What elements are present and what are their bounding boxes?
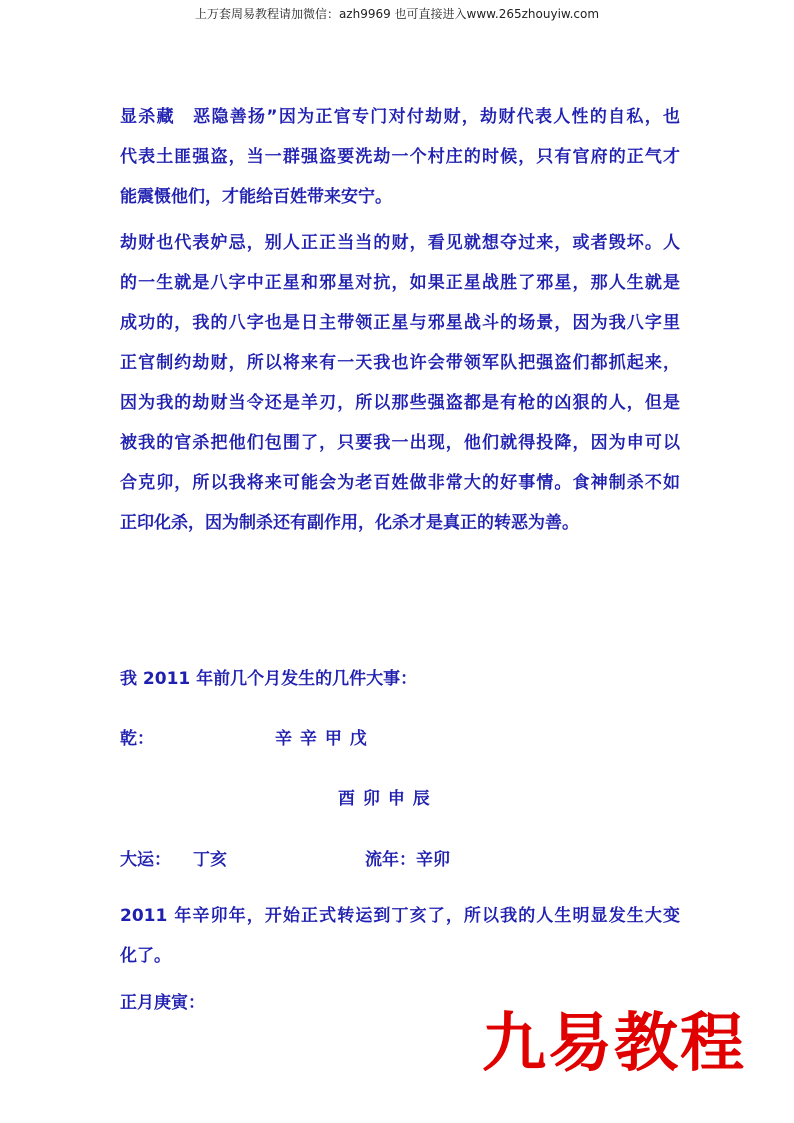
text-line: 正印化杀，因为制杀还有副作用，化杀才是真正的转恶为善。 (120, 513, 579, 533)
dayun-value: 丁亥 (193, 850, 227, 870)
events-heading: 我 2011 年前几个月发生的几件大事： (120, 669, 418, 689)
paragraph-3 (120, 896, 680, 976)
heavenly-stems: 辛 辛 甲 戊 (275, 729, 367, 749)
earthly-branches: 酉 卯 申 辰 (338, 789, 430, 809)
text-line: 显杀藏 恶隐善扬”因为正官专门对付劫财，劫财代表人性的自私，也 (120, 107, 680, 127)
text-line: 能震慑他们，才能给百姓带来安宁。 (120, 187, 392, 207)
page-header: 上万套周易教程请加微信：azh9969 也可直接进入www.265zhouyiw.com (194, 7, 600, 21)
text-line: 代表土匪强盗，当一群强盗要洗劫一个村庄的时候，只有官府的正气才 (120, 147, 680, 167)
paragraph-2 (120, 223, 680, 543)
liunian: 流年：辛卯 (365, 850, 450, 870)
text-line: 的一生就是八字中正星和邪星对抗，如果正星战胜了邪星，那人生就是 (120, 273, 680, 293)
text-line: 正官制约劫财，所以将来有一天我也许会带领军队把强盗们都抓起来， (120, 353, 680, 373)
month-label: 正月庚寅： (120, 993, 205, 1013)
watermark-logo: 九易教程 (482, 1007, 746, 1081)
text-line: 被我的官杀把他们包围了，只要我一出现，他们就得投降，因为申可以 (120, 433, 680, 453)
paragraph-1 (120, 97, 680, 217)
qian-label: 乾： (120, 729, 154, 749)
text-line: 合克卯，所以我将来可能会为老百姓做非常大的好事情。食神制杀不如 (120, 473, 680, 493)
text-line: 因为我的劫财当令还是羊刃，所以那些强盗都是有枪的凶狠的人，但是 (120, 393, 680, 413)
text-line: 2011 年辛卯年，开始正式转运到丁亥了，所以我的人生明显发生大变 (120, 906, 680, 926)
text-line: 化了。 (120, 946, 171, 966)
text-line: 劫财也代表妒忌，别人正正当当的财，看见就想夺过来，或者毁坏。人 (120, 233, 680, 253)
dayun-label: 大运： (120, 850, 171, 870)
text-line: 成功的，我的八字也是日主带领正星与邪星战斗的场景，因为我八字里 (120, 313, 680, 333)
